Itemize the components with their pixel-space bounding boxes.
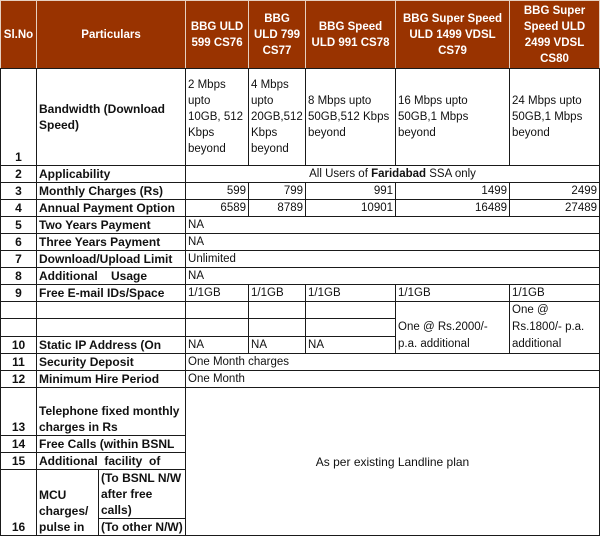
sl-no: 16 [1, 470, 37, 536]
table-row-spacer [1, 302, 600, 319]
mcu-other-label: (To other N/W) [99, 519, 186, 536]
row-label: Bandwidth (Download Speed) [37, 69, 186, 166]
row-label: Telephone fixed monthly charges in Rs [37, 388, 186, 436]
row-label: Annual Payment Option [37, 200, 186, 217]
cell-value: 24 Mbps upto 50GB,1 Mbps beyond [510, 69, 600, 166]
row-label: Free E-mail IDs/Space [37, 285, 186, 302]
header-plan-cs78: BBG Speed ULD 991 CS78 [306, 1, 396, 69]
sl-no: 6 [1, 234, 37, 251]
header-plan-cs76: BBG ULD 599 CS76 [186, 1, 249, 69]
row-label: Additional facility of [37, 453, 186, 470]
empty-cell [249, 302, 306, 319]
cell-value: One @ Rs.2000/- p.a. additional [396, 302, 510, 354]
row-label: Two Years Payment [37, 217, 186, 234]
table-row [1, 217, 600, 234]
cell-value: 16489 [396, 200, 510, 217]
sl-no: 2 [1, 166, 37, 183]
row-label: Static IP Address (On [37, 336, 186, 353]
table-row [1, 183, 600, 200]
empty-cell [306, 302, 396, 319]
row-label: Minimum Hire Period [37, 371, 186, 388]
cell-value: 1/1GB [396, 285, 510, 302]
empty-cell [249, 319, 306, 336]
row-label: Monthly Charges (Rs) [37, 183, 186, 200]
landline-note: As per existing Landline plan [186, 388, 600, 536]
applicability-prefix: All Users of [309, 168, 372, 180]
sl-no: 15 [1, 453, 37, 470]
cell-value: 1499 [396, 183, 510, 200]
sl-no: 5 [1, 217, 37, 234]
table-row [1, 251, 600, 268]
cell-value: NA [186, 234, 600, 251]
cell-value: 8789 [249, 200, 306, 217]
cell-value: 16 Mbps upto 50GB,1 Mbps beyond [396, 69, 510, 166]
sl-no: 9 [1, 285, 37, 302]
empty-cell [306, 319, 396, 336]
cell-value: 8 Mbps upto 50GB,512 Kbps beyond [306, 69, 396, 166]
applicability-suffix: SSA only [426, 168, 476, 180]
cell-value: 2499 [510, 183, 600, 200]
sl-no: 7 [1, 251, 37, 268]
header-particulars: Particulars [37, 1, 186, 69]
table-row [1, 200, 600, 217]
header-plan-cs77: BBG ULD 799 CS77 [249, 1, 306, 69]
cell-value: 1/1GB [306, 285, 396, 302]
cell-value: One Month [186, 371, 600, 388]
cell-value: 599 [186, 183, 249, 200]
empty-cell [1, 319, 37, 336]
cell-value: NA [186, 336, 249, 353]
cell-value: NA [306, 336, 396, 353]
sl-no: 13 [1, 388, 37, 436]
cell-value: 1/1GB [186, 285, 249, 302]
sl-no: 4 [1, 200, 37, 217]
row-label: Free Calls (within BSNL [37, 436, 186, 453]
sl-no: 14 [1, 436, 37, 453]
row-label: Download/Upload Limit [37, 251, 186, 268]
row-label: Three Years Payment [37, 234, 186, 251]
cell-value: 4 Mbps upto 20GB,512 Kbps beyond [249, 69, 306, 166]
sl-no: 8 [1, 268, 37, 285]
applicability-value [186, 166, 600, 183]
cell-value: Unlimited [186, 251, 600, 268]
cell-value: 1/1GB [249, 285, 306, 302]
table-row [1, 371, 600, 388]
cell-value: 991 [306, 183, 396, 200]
sl-no: 12 [1, 371, 37, 388]
table-row [1, 166, 600, 183]
table-row [1, 234, 600, 251]
cell-value: One Month charges [186, 354, 600, 371]
sl-no: 3 [1, 183, 37, 200]
cell-value: 10901 [306, 200, 396, 217]
row-label: Applicability [37, 166, 186, 183]
sl-no: 11 [1, 354, 37, 371]
header-plan-cs80: BBG Super Speed ULD 2499 VDSL CS80 [510, 1, 600, 69]
empty-cell [1, 302, 37, 319]
sl-no: 1 [1, 69, 37, 166]
header-sl-no: Sl.No [1, 1, 37, 69]
empty-cell [37, 319, 186, 336]
empty-cell [37, 302, 186, 319]
cell-value: 6589 [186, 200, 249, 217]
cell-value: NA [249, 336, 306, 353]
cell-value: 27489 [510, 200, 600, 217]
header-row [1, 1, 600, 69]
sl-no: 10 [1, 336, 37, 353]
row-label: Security Deposit [37, 354, 186, 371]
row-label: Additional Usage [37, 268, 186, 285]
cell-value: NA [186, 217, 600, 234]
cell-value: 1/1GB [510, 285, 600, 302]
empty-cell [186, 319, 249, 336]
cell-value: One @ Rs.1800/- p.a. additional [510, 302, 600, 354]
cell-value: 799 [249, 183, 306, 200]
table-row [1, 69, 600, 166]
applicability-ssa: Faridabad [371, 168, 427, 180]
empty-cell [186, 302, 249, 319]
mcu-bsnl-label: (To BSNL N/W after free calls) [99, 470, 186, 519]
cell-value: 2 Mbps upto 10GB, 512 Kbps beyond [186, 69, 249, 166]
table-row [1, 285, 600, 302]
cell-value: NA [186, 268, 600, 285]
header-plan-cs79: BBG Super Speed ULD 1499 VDSL CS79 [396, 1, 510, 69]
table-row [1, 268, 600, 285]
row-label: MCU charges/ pulse in [37, 470, 99, 536]
table-row [1, 354, 600, 371]
table-row [1, 388, 600, 436]
